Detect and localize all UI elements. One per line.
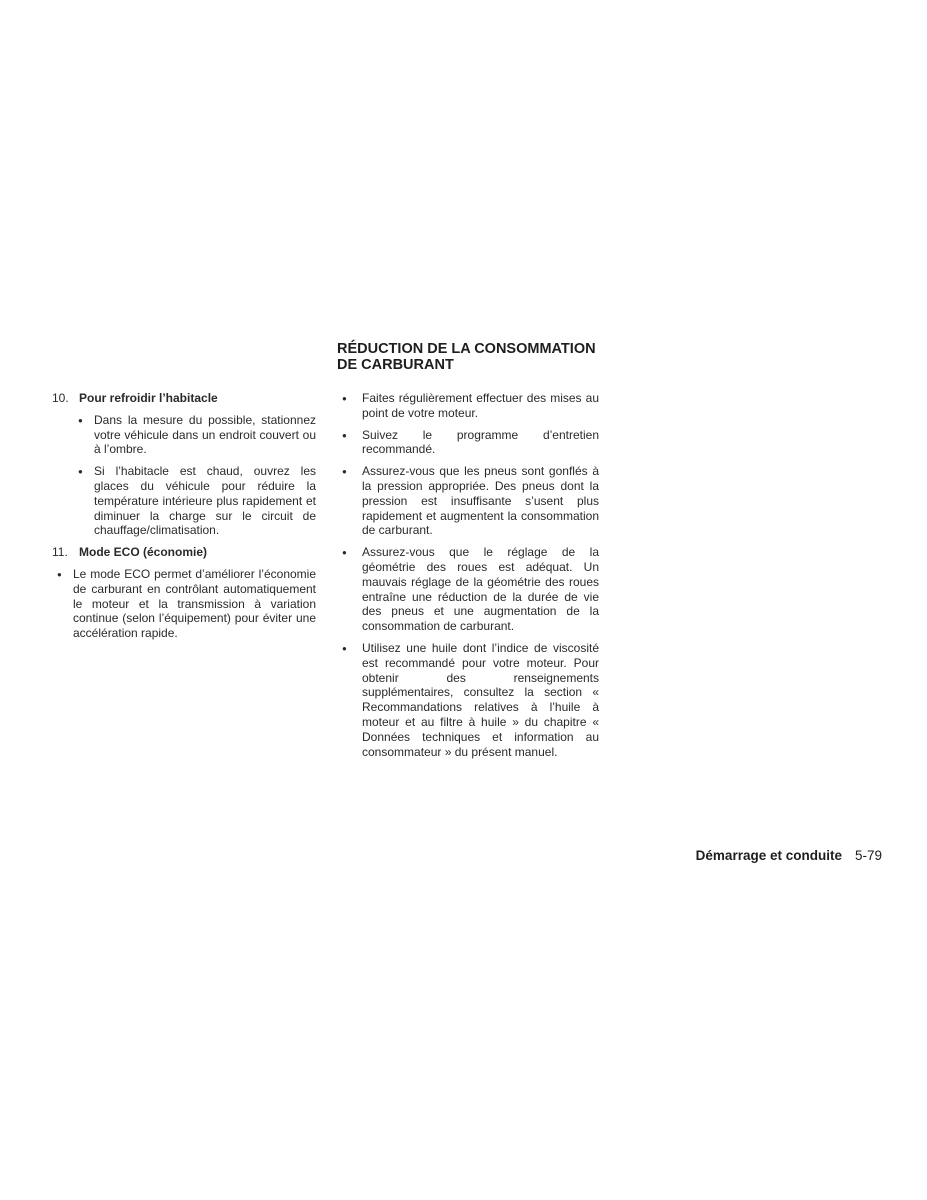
bullet-text: Assurez-vous que les pneus sont gonflés à la pression appropriée. Des pneus dont la pression est insuffisante s’usent plus rapidement et augmentent la consommation de carburant. xyxy=(362,464,599,538)
bullet-icon xyxy=(337,428,362,445)
item-11-bullet-list xyxy=(52,567,316,641)
bullet-icon xyxy=(73,413,94,430)
item-10-heading xyxy=(52,391,316,406)
list-item xyxy=(73,413,316,457)
list-item xyxy=(337,391,599,421)
item-10-bullet-list xyxy=(73,413,316,538)
bullet-icon xyxy=(337,641,362,658)
bullet-text: Si l’habitacle est chaud, ouvrez les glaces du véhicule pour réduire la température intérieure plus rapidement et diminuer la charge sur le circuit de chauffage/climatisation. xyxy=(94,464,316,538)
bullet-text: Assurez-vous que le réglage de la géométrie des roues est adéquat. Un mauvais réglage de la géométrie des roues entraîne une réduction de la durée de vie des pneus et une augmentation de la consommation de carburant. xyxy=(362,545,599,634)
item-11-title: Mode ECO (économie) xyxy=(79,545,208,560)
page-footer xyxy=(696,848,882,864)
item-10-number: 10. xyxy=(52,391,69,405)
list-item xyxy=(337,641,599,759)
section-title-line1: RÉDUCTION DE LA CONSOMMATION xyxy=(337,341,596,357)
bullet-text: Utilisez une huile dont l’indice de viscosité est recommandé pour votre moteur. Pour obtenir des renseignements supplémentaires, consultez la section « Recommandations relatives à l’huile à moteur et au filtre à huile » du chapitre « Données techniques et information au consommateur » du présent manuel. xyxy=(362,640,599,759)
item-10-title: Pour refroidir l’habitacle xyxy=(79,391,218,405)
bullet-icon xyxy=(337,545,362,562)
list-item xyxy=(73,464,316,538)
bullet-text: Faites régulièrement effectuer des mises au point de votre moteur. xyxy=(362,391,599,420)
bullet-text: Suivez le programme d’entretien recommandé. xyxy=(362,427,599,457)
page-number: 5-79 xyxy=(854,848,882,863)
section-title-line2: DE CARBURANT xyxy=(337,357,454,373)
fuel-tips-bullet-list xyxy=(337,391,599,759)
bullet-icon xyxy=(337,391,362,408)
bullet-icon xyxy=(337,464,362,481)
bullet-icon xyxy=(73,464,94,481)
list-item xyxy=(337,428,599,458)
list-item xyxy=(52,567,316,641)
list-item xyxy=(337,545,599,634)
bullet-icon xyxy=(52,567,73,584)
chapter-name: Démarrage et conduite xyxy=(695,848,842,863)
list-item xyxy=(337,464,599,538)
right-column xyxy=(337,391,599,766)
bullet-text: Dans la mesure du possible, stationnez votre véhicule dans un endroit couvert ou à l’ombre. xyxy=(94,412,316,457)
left-column xyxy=(52,391,316,648)
item-11-number: 11. xyxy=(52,545,68,560)
bullet-text: Le mode ECO permet d’améliorer l’économie de carburant en contrôlant automatiquement le moteur et la transmission à variation continue (selon l’équipement) pour éviter une accélération rapide. xyxy=(73,566,316,641)
item-11-heading xyxy=(52,545,316,560)
section-title xyxy=(337,341,617,373)
